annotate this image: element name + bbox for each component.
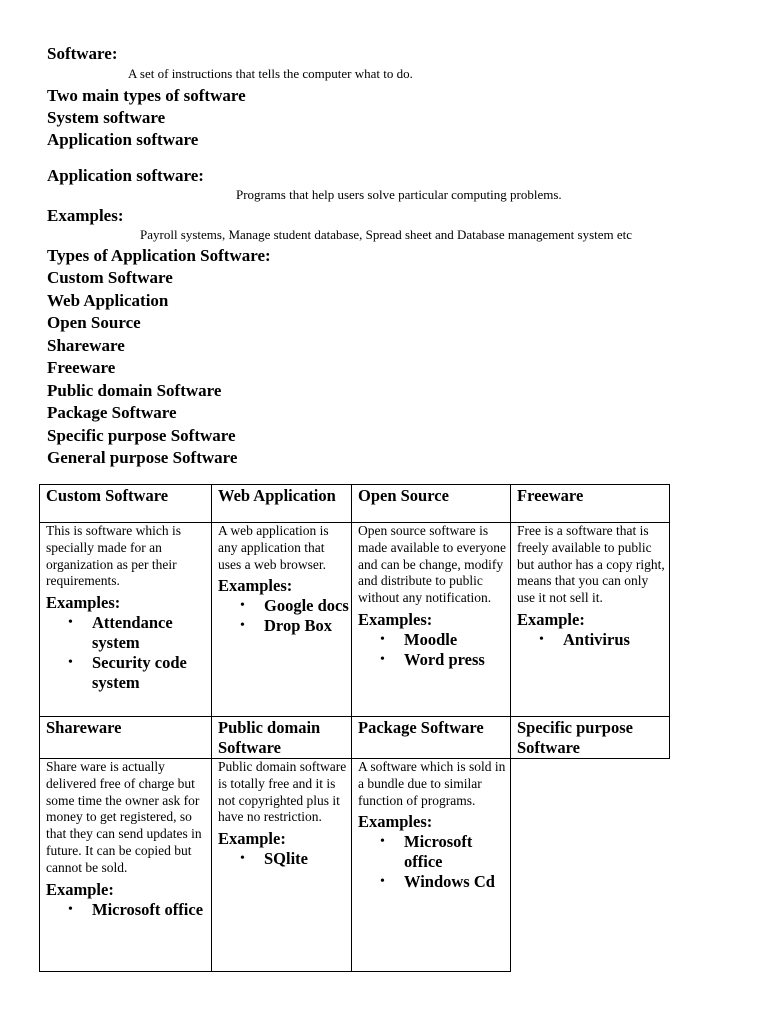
- table-cell: [212, 523, 352, 717]
- cell-description: A web application is any application that uses a web browser.: [218, 523, 329, 572]
- cell-description: A software which is sold in a bundle due to similar function of programs.: [358, 759, 506, 808]
- table-header-cell: Package Software: [352, 717, 511, 759]
- list-item: • Attendance system: [46, 613, 211, 653]
- cell-examples-label: Example:: [517, 609, 585, 629]
- list-item: • Antivirus: [517, 630, 669, 650]
- examples-list: [517, 630, 669, 650]
- application-definition: Programs that help users solve particular computing problems.: [236, 187, 562, 202]
- table-cell: [40, 523, 212, 717]
- table-row: [40, 485, 670, 523]
- cell-examples-label: Examples:: [358, 812, 433, 832]
- table-header-cell: Open Source: [352, 485, 511, 523]
- table-header-cell: Freeware: [511, 485, 670, 523]
- main-types-heading: Two main types of software: [47, 86, 246, 105]
- table-header-cell: Custom Software: [40, 485, 212, 523]
- list-item: • Word press: [358, 650, 510, 670]
- type-application-software: Application software: [47, 130, 199, 149]
- table-cell: [40, 759, 212, 972]
- types-list-item: Public domain Software: [47, 381, 222, 400]
- table-row: [40, 523, 670, 717]
- empty-cell: [511, 759, 670, 972]
- examples-list: [218, 596, 351, 636]
- cell-examples-label: Example:: [218, 829, 286, 849]
- type-system-software: System software: [47, 108, 166, 127]
- list-item: • Microsoft office: [358, 832, 510, 872]
- cell-examples-label: Examples:: [358, 609, 433, 629]
- types-list-item: Freeware: [47, 358, 116, 377]
- table-row: [40, 759, 670, 972]
- list-item: • SQlite: [218, 849, 351, 869]
- table-header-cell: Public domain Software: [212, 717, 352, 759]
- types-list-item: Package Software: [47, 403, 177, 422]
- examples-list: [358, 832, 510, 891]
- examples-list: [46, 613, 211, 692]
- application-heading: Application software:: [47, 166, 204, 185]
- table-cell: [352, 523, 511, 717]
- software-types-table: [39, 484, 670, 972]
- cell-examples-label: Examples:: [218, 576, 293, 596]
- table-cell: [511, 523, 670, 717]
- types-list-item: Custom Software: [47, 268, 173, 287]
- software-heading: Software:: [47, 44, 118, 63]
- list-item: • Windows Cd: [358, 872, 510, 892]
- examples-list: [46, 900, 211, 920]
- types-list-item: Shareware: [47, 336, 125, 355]
- cell-examples-label: Examples:: [46, 593, 121, 613]
- cell-description: This is software which is specially made for an organization as per their requirements.: [46, 523, 181, 589]
- list-item: • Security code system: [46, 653, 211, 693]
- list-item: • Drop Box: [218, 616, 351, 636]
- table-header-cell: Specific purpose Software: [511, 717, 670, 759]
- types-list-item: Specific purpose Software: [47, 426, 236, 445]
- cell-examples-label: Example:: [46, 879, 114, 899]
- list-item: • Google docs: [218, 596, 351, 616]
- list-item: • Microsoft office: [46, 900, 211, 920]
- list-item: • Moodle: [358, 630, 510, 650]
- types-list-item: Web Application: [47, 291, 169, 310]
- table-row: [40, 717, 670, 759]
- cell-description: Open source software is made available to everyone and can be change, modify and distribute to public without any notification.: [358, 523, 507, 606]
- examples-heading: Examples:: [47, 206, 124, 225]
- types-heading: Types of Application Software:: [47, 246, 271, 265]
- software-definition: A set of instructions that tells the computer what to do.: [128, 66, 413, 81]
- types-list-item: General purpose Software: [47, 448, 238, 467]
- table-cell: [352, 759, 511, 972]
- examples-list: [358, 630, 510, 670]
- cell-description: Public domain software is totally free and it is not copyrighted plus it have no restriction.: [218, 759, 347, 825]
- cell-description: Free is a software that is freely available to public but author has a copy right, means that you can only use it not sell it.: [517, 523, 665, 606]
- examples-text: Payroll systems, Manage student database, Spread sheet and Database management system etc: [140, 227, 633, 242]
- table-header-cell: Shareware: [40, 717, 212, 759]
- table-cell: [212, 759, 352, 972]
- types-list-item: Open Source: [47, 313, 141, 332]
- table-header-cell: Web Application: [212, 485, 352, 523]
- cell-description: Share ware is actually delivered free of charge but some time the owner ask for money to get registered, so that they can send updates in future. It can be copied but cannot be sold.: [46, 759, 202, 875]
- examples-list: [218, 849, 351, 869]
